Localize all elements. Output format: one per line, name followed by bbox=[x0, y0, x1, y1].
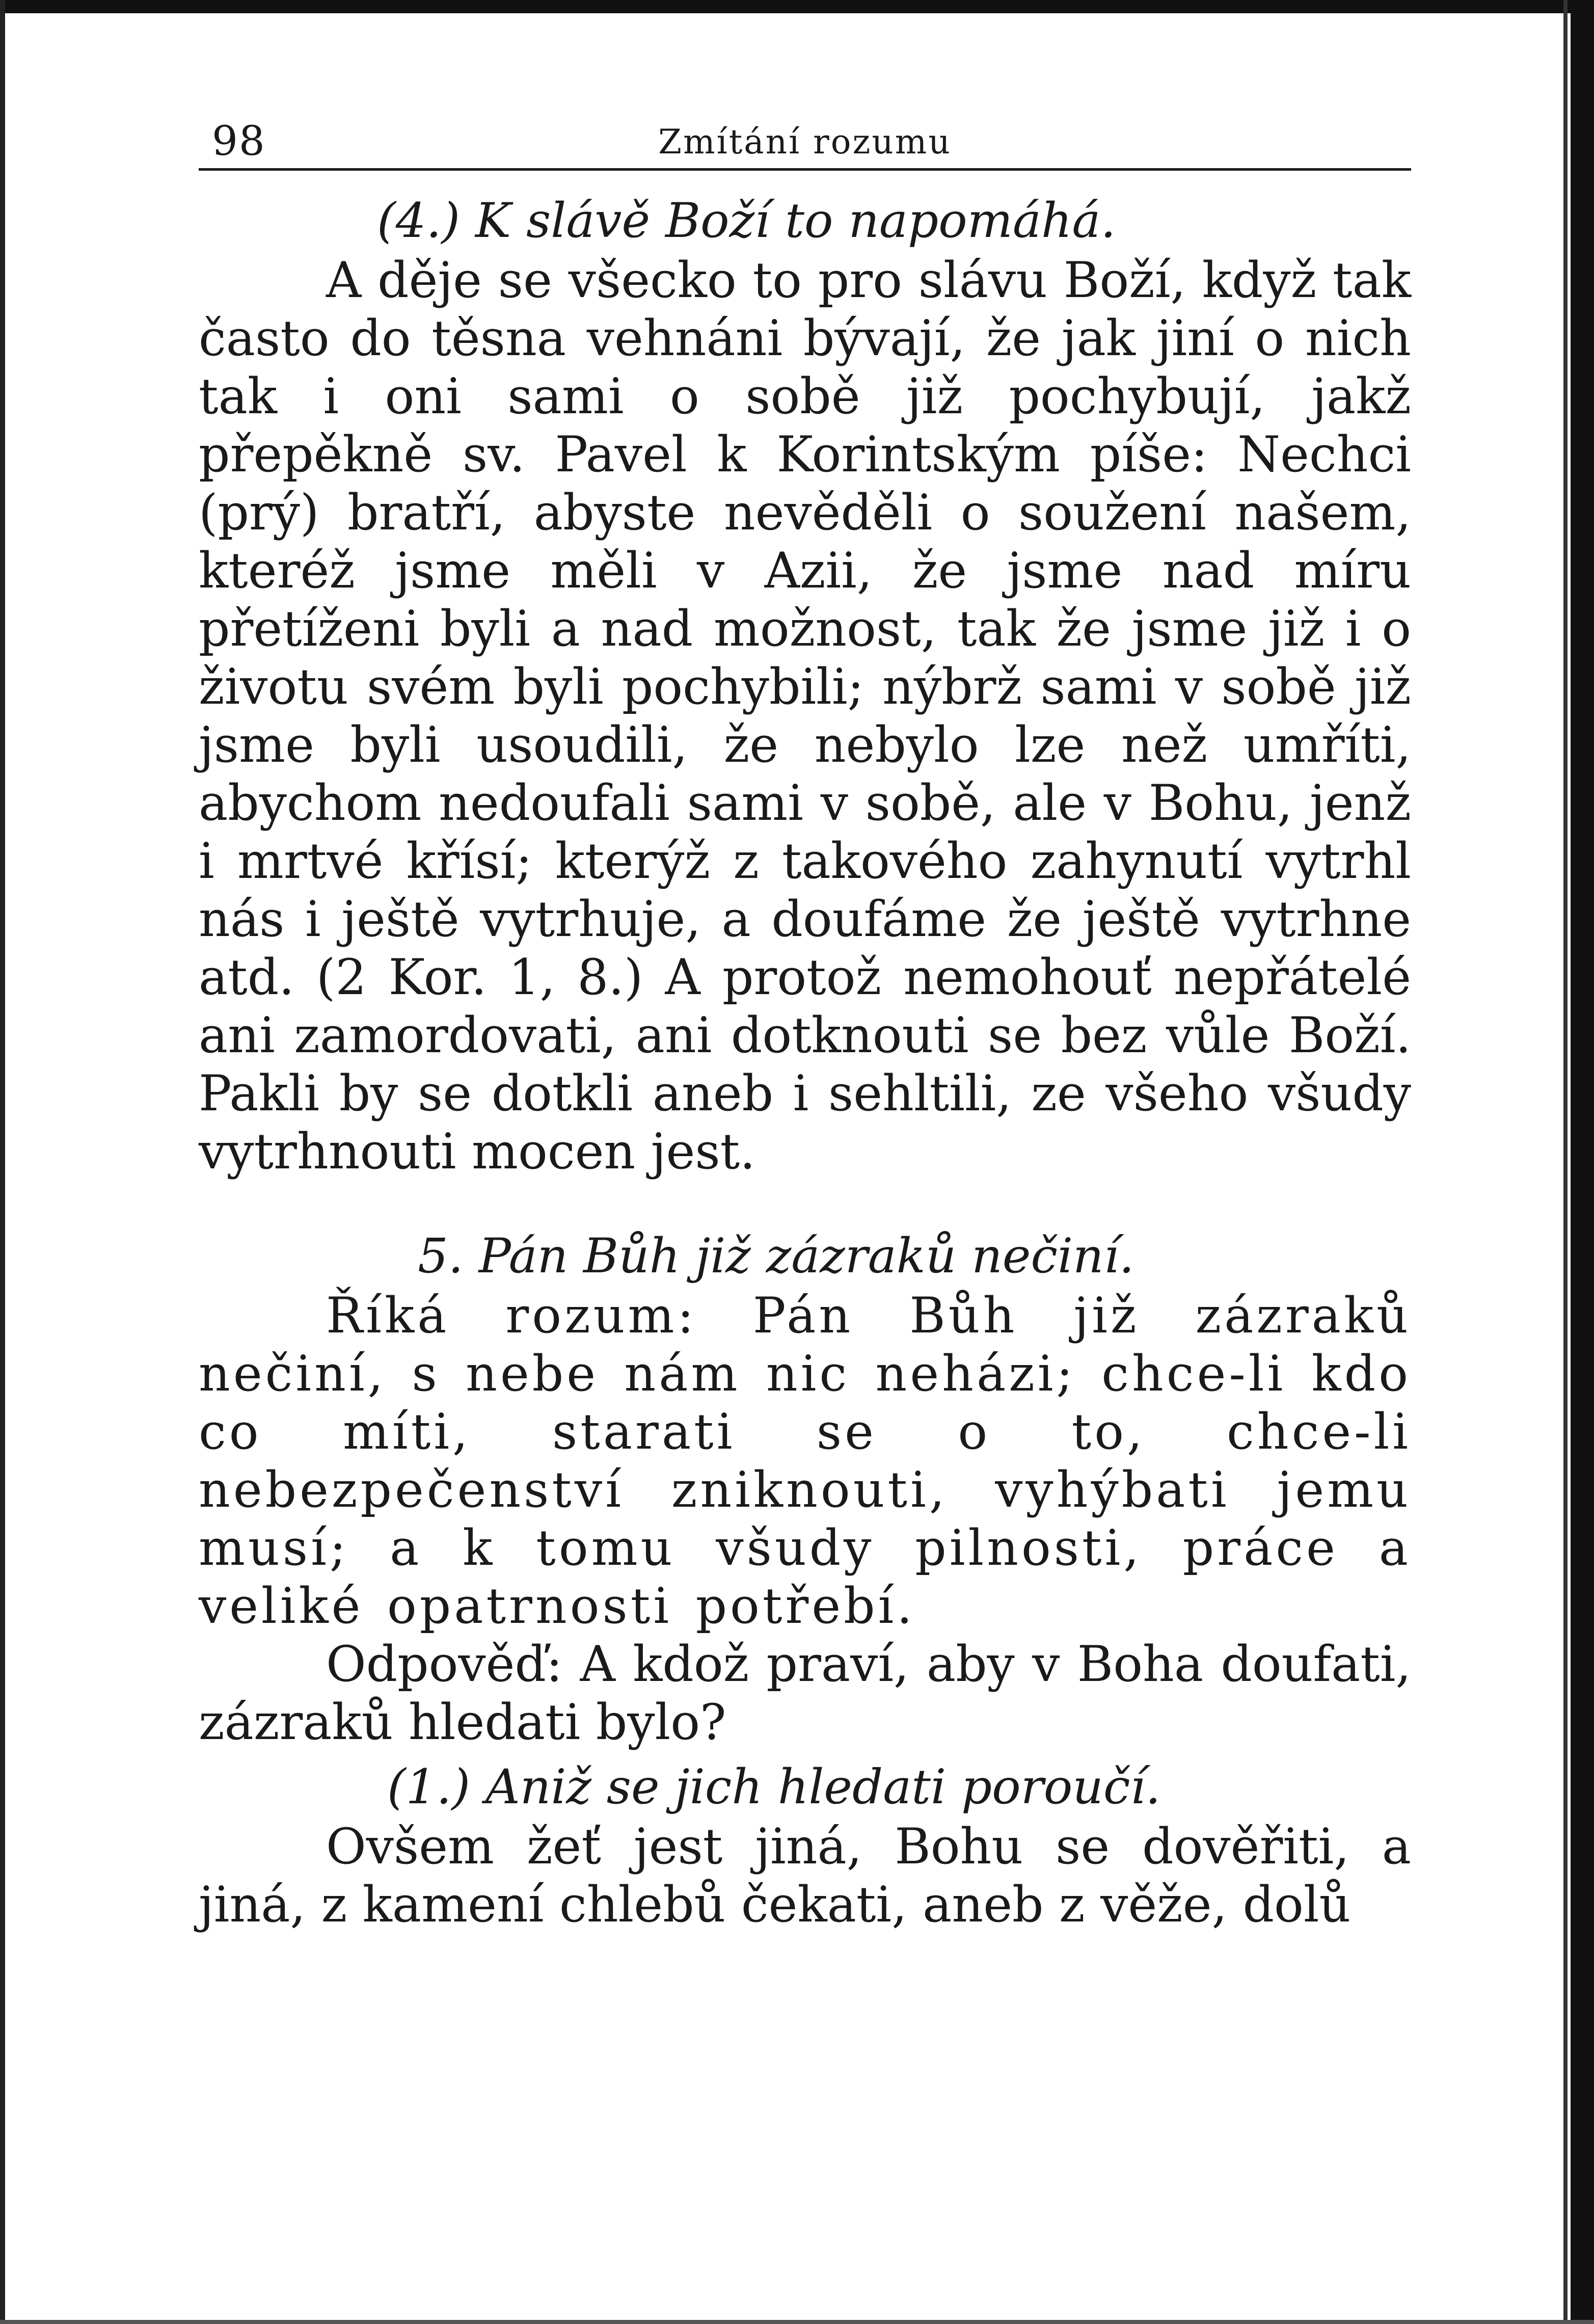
page-number: 98 bbox=[212, 117, 266, 165]
body-paragraph: Odpověď: A kdož praví, aby v Boha doufati, zázraků hledati bylo? bbox=[199, 1636, 1411, 1751]
section-heading-4: (4.) K slávě Boží to napomáhá. bbox=[377, 193, 1116, 249]
scan-border-right-inner bbox=[1563, 0, 1568, 2324]
body-paragraph: Ovšem žeť jest jiná, Bohu se dověřiti, a jiná, z kamení chlebů čekati, aneb z věže, dolů bbox=[199, 1818, 1411, 1933]
section-heading-5: 5. Pán Bůh již zázraků nečiní. bbox=[418, 1228, 1134, 1284]
scan-border-left bbox=[0, 0, 5, 2324]
subsection-heading-1: (1.) Aniž se jich hledati poroučí. bbox=[387, 1759, 1161, 1815]
scan-border-right bbox=[1571, 0, 1594, 2324]
scan-border-bottom bbox=[0, 2320, 1594, 2324]
running-title: Zmítání rozumu bbox=[658, 122, 952, 162]
book-page bbox=[199, 107, 1411, 1934]
body-paragraph: A děje se všecko to pro slávu Boží, když tak často do těsna vehnáni bývají, že jak jiní o nich tak i oni sami o sobě již pochybují, jakž přepěkně sv. Pavel k Korintským píše: Nechci (prý) bratří, abyste nevěděli o soužení našem, kteréž jsme měli v Azii, že jsme nad míru přetíženi byli a nad možnost, tak že jsme již i o životu svém byli pochybili; nýbrž sami v sobě již jsme byli usoudili, že nebylo lze než umříti, abychom nedoufali sami v sobě, ale v Bohu, jenž i mrtvé křísí; kterýž z takového zahynutí vytrhl nás i ještě vytrhuje, a doufáme že ještě vytrhne atd. (2 Kor. 1, 8.) A protož nemohouť nepřátelé ani zamordovati, ani dotknouti se bez vůle Boží. Pakli by se dotkli aneb i sehltili, ze všeho všudy vytrhnouti mocen jest. bbox=[199, 252, 1411, 1180]
header-rule bbox=[199, 168, 1411, 171]
running-head bbox=[199, 107, 1411, 168]
scan-border-top bbox=[0, 0, 1594, 13]
body-paragraph: Říká rozum: Pán Bůh již zázraků nečiní, s nebe nám nic neházi; chce-li kdo co míti, starati se o to, chce-li nebezpečenství zniknouti, vyhýbati jemu musí; a k tomu všudy pilnosti, práce a veliké opatrnosti potřebí. bbox=[199, 1287, 1411, 1635]
